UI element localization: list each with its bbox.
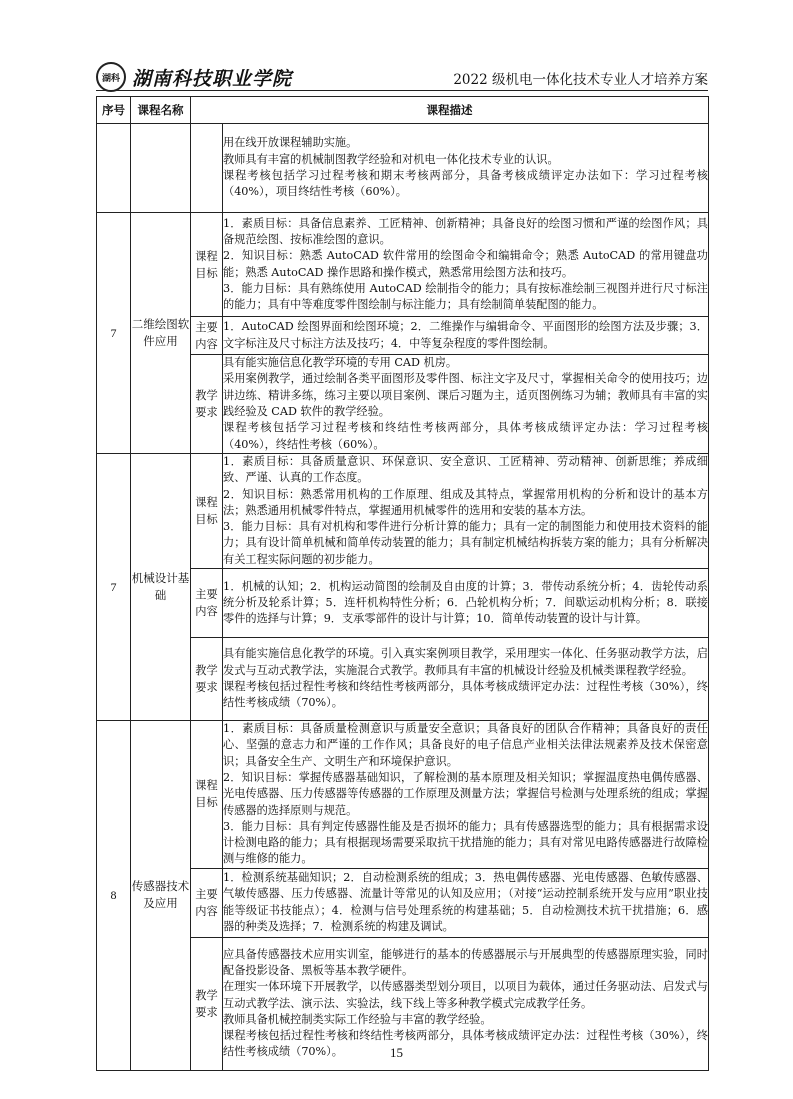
req-item: 在理实一体环境下开展教学，以传感器类型划分项目，以项目为载体，通过任务驱动法、启发式与互动式教学法、演示法、实验法，线下线上等多种教学模式完成教学任务。 [223,980,708,1010]
content-label: 主要内容 [191,868,223,937]
content-label: 主要内容 [191,569,223,638]
goal-item: 2．知识目标：熟悉常用机构的工作原理、组成及其特点，掌握常用机构的分析和设计的基本方法；熟悉通用机械零件特点，掌握通用机械零件的选用和安装的基本方法。 [223,487,708,517]
table-row [97,213,709,317]
req-label: 教学要求 [191,638,223,721]
course-no: 8 [97,721,131,1071]
continued-desc [223,124,709,213]
col-header-name: 课程名称 [131,97,191,124]
content-text [223,317,709,355]
content-label: 主要内容 [191,317,223,355]
goal-item: 3．能力目标：具有熟练使用 AutoCAD 绘制指令的能力；具有按标准绘制三视图并进行尺寸标注的能力；具有中等难度零件图绘制与标注能力；具有绘制简单装配图的能力。 [223,281,708,312]
goal-item: 2．知识目标：掌握传感器基础知识，了解检测的基本原理及相关知识；掌握温度热电偶传感器、光电传感器、压力传感器等传感器的工作原理及测量方法；掌握信号检测与处理系统的组成；掌握传感器的选择原则与规范。 [223,770,708,817]
req-item: 课程考核包括过程性考核和终结性考核两部分，具体考核成绩评定办法：过程性考核（30%），终结性考核成绩（70%）。 [223,1029,708,1059]
req-item: 应具备传感器技术应用实训室，能够进行的基本的传感器展示与开展典型的传感器原理实验，同时配备投影设备、黑板等基本教学硬件。 [223,947,708,977]
row-sub-cell [191,124,223,213]
goals-label: 课程目标 [191,454,223,569]
table-row [97,454,709,569]
goal-item: 3．能力目标：具有判定传感器性能及是否损坏的能力；具有传感器选型的能力；具有根据需求设计检测电路的能力；具有根据现场需要采取抗干扰措施的能力；具有对常见电路传感器进行故障检测与维修的能力。 [223,819,708,866]
document-title: 2022 级机电一体化技术专业人才培养方案 [453,72,708,88]
goal-item: 1．素质目标：具备质量检测意识与质量安全意识；具备良好的团队合作精神；具备良好的责任心、坚强的意志力和严谨的工作作风；具备良好的电子信息产业相关法律法规素养及技术保密意识；具备安全生产、文明生产和环境保护意识。 [223,722,708,768]
content-item: 1．检测系统基础知识；2．自动检测系统的组成；3．热电偶传感器、光电传感器、色敏传感器、气敏传感器、压力传感器、流量计等常见的认知及应用；（对接“运动控制系统开发与应用”职业技能等级证书技能点）；4．检测与信号处理系统的构建基础；5．自动检测技术抗干扰措施；6．感器的种类及选择；7．检测系统的构建及调试。 [223,871,708,934]
col-header-no: 序号 [97,97,131,124]
header-rule [96,90,708,91]
content-text [223,569,709,638]
course-name: 机械设计基础 [131,454,191,721]
row-no-cell [97,124,131,213]
req-item: 具有能实施信息化教学的环境。引入真实案例项目教学，采用理实一体化、任务驱动教学方法，启发式与互动式教学法，实施混合式教学。教师具有丰富的机械设计经验及机械类课程教学经验。 [223,647,708,677]
req-item: 课程考核包括过程性考核和终结性考核两部分，具体考核成绩评定办法：过程性考核（30%），终结性考核成绩（70%）。 [223,680,708,710]
req-item: 课程考核包括学习过程考核和终结性考核两部分，具体考核成绩评定办法：学习过程考核（40%），终结性考核（60%）。 [223,421,708,451]
goals-label: 课程目标 [191,213,223,317]
col-header-desc: 课程描述 [191,97,709,124]
goal-item: 2．知识目标：熟悉 AutoCAD 软件常用的绘图命令和编辑命令；熟悉 AutoCAD 的常用键盘功能；熟悉 AutoCAD 操作思路和操作模式，熟悉常用绘图方法和技巧。 [223,249,708,279]
course-no: 7 [97,213,131,454]
desc-line: 用在线开放课程辅助实施。 [223,136,358,150]
page-number: 15 [390,1045,403,1060]
school-name: 湖南科技职业学院 [132,67,293,90]
goals-text [223,454,709,569]
desc-line: 教师具有丰富的机械制图教学经验和对机电一体化技术专业的认识。 [223,152,559,166]
req-label: 教学要求 [191,937,223,1070]
goal-item: 1．素质目标：具备信息素养、工匠精神、创新精神；具备良好的绘图习惯和严谨的绘图作风；具备规范绘图、按标准绘图的意识。 [223,216,708,246]
desc-line: 课程考核包括学习过程考核和期末考核两部分，具备考核成绩评定办法如下：学习过程考核（40%），项目终结性考核（60%）。 [223,169,708,199]
course-name: 传感器技术及应用 [131,721,191,1071]
content-item: 1．AutoCAD 绘图界面和绘图环境；2．二维操作与编辑命令、平面图形的绘图方法及步骤；3．文字标注及尺寸标注方法及技巧；4．中等复杂程度的零件图绘制。 [223,320,708,350]
table-row [97,721,709,869]
req-text [223,638,709,721]
school-logo [96,62,292,92]
goals-text [223,721,709,869]
course-no: 7 [97,454,131,721]
table-row [97,124,709,213]
req-item: 教师具备机械控制类实际工作经验与丰富的教学经验。 [223,1012,492,1026]
content-item: 1．机械的认知；2．机构运动简图的绘制及自由度的计算；3．带传动系统分析；4．齿轮传动系统分析及轮系计算；5．连杆机构特性分析；6．凸轮机构分析；7．间歇运动机构分析；8．联接零件的选择与计算；9．支承零部件的设计与计算；10．简单传动装置的设计与计算。 [223,579,708,626]
req-item: 具有能实施信息化教学环境的专用 CAD 机房。 [223,356,458,370]
goal-item: 3．能力目标：具有对机构和零件进行分析计算的能力；具有一定的制图能力和使用技术资料的能力；具有设计简单机械和简单传动装置的能力；具有制定机械结构拆装方案的能力；具有分析解决有关工程实际问题的初步能力。 [223,520,708,566]
goals-label: 课程目标 [191,721,223,869]
req-item: 采用案例教学，通过绘制各类平面图形及零件图、标注文字及尺寸，掌握相关命令的使用技巧；边讲边练、精讲多练，练习主要以项目案例、课后习题为主，适页图例练习为辅；教师具有丰富的实践经验及 CAD 软件的教学经验。 [223,372,708,418]
content-text [223,868,709,937]
req-label: 教学要求 [191,355,223,454]
row-name-cell [131,124,191,213]
school-seal-icon: 湖科 [96,62,126,92]
table-header-row [97,97,709,124]
goals-text [223,213,709,317]
course-name: 二维绘图软件应用 [131,213,191,454]
req-text [223,355,709,454]
course-table [96,96,709,1071]
page-header [96,56,708,90]
goal-item: 1．素质目标：具备质量意识、环保意识、安全意识、工匠精神、劳动精神、创新思维；养成细致、严谨、认真的工作态度。 [223,455,708,485]
